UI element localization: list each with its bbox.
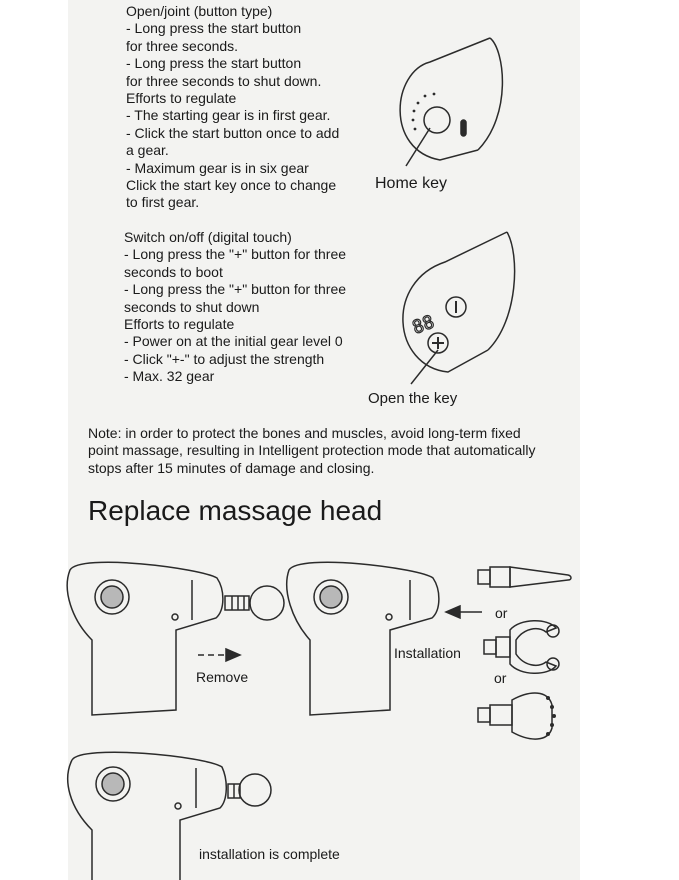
text-line: Efforts to regulate: [126, 90, 237, 107]
button-type-head-figure: [400, 38, 502, 166]
home-button-icon: [424, 107, 450, 133]
text-line: - Power on at the initial gear level 0: [124, 333, 343, 350]
digital-head-figure: [403, 232, 515, 384]
bullet-head-icon: [478, 567, 571, 587]
text-line: - Long press the start button: [126, 20, 302, 37]
massage-gun-remove: [67, 562, 284, 715]
text-line: Click the start key once to change: [126, 177, 337, 194]
text-line: - Click "+-" to adjust the strength: [124, 350, 325, 367]
note-line: stops after 15 minutes of damage and closing.: [88, 459, 375, 476]
note-line: point massage, resulting in Intelligent protection mode that automatically: [88, 442, 536, 459]
or-label-1: or: [495, 605, 508, 621]
massage-gun-installation: [287, 562, 482, 715]
text-line: seconds to shut down: [124, 298, 260, 315]
installation-label: Installation: [394, 645, 461, 661]
or-label-2: or: [494, 670, 507, 686]
text-line: Switch on/off (digital touch): [124, 229, 292, 245]
text-line: Efforts to regulate: [124, 316, 235, 333]
text-line: - Long press the "+" button for three: [124, 281, 347, 298]
indicator-icon: [461, 120, 466, 136]
text-line: to first gear.: [126, 194, 200, 211]
replace-heading: Replace massage head: [88, 495, 383, 526]
complete-label: installation is complete: [199, 846, 340, 862]
text-line: - The starting gear is in first gear.: [126, 107, 331, 124]
remove-label: Remove: [196, 669, 249, 685]
text-line: - Max. 32 gear: [124, 368, 215, 385]
flat-head-icon: [478, 693, 556, 739]
fork-head-icon: [484, 621, 559, 674]
text-line: - Long press the start button: [126, 55, 302, 72]
text-line: a gear.: [126, 142, 169, 159]
text-line: for three seconds.: [126, 37, 239, 54]
open-key-label: Open the key: [368, 390, 458, 407]
text-line: - Maximum gear is in six gear: [126, 159, 309, 176]
massage-gun-complete: [68, 752, 271, 880]
text-line: seconds to boot: [124, 263, 223, 280]
home-key-pointer: [406, 128, 430, 166]
text-line: - Click the start button once to add: [126, 124, 340, 141]
text-line: Open/joint (button type): [126, 3, 273, 19]
display-digits: 88: [409, 311, 438, 339]
note-line: Note: in order to protect the bones and muscles, avoid long-term fixed: [88, 425, 521, 441]
home-key-label: Home key: [375, 175, 448, 192]
text-line: for three seconds to shut down.: [126, 72, 322, 89]
gear-dots-icon: [412, 93, 436, 131]
text-line: - Long press the "+" button for three: [124, 246, 347, 263]
